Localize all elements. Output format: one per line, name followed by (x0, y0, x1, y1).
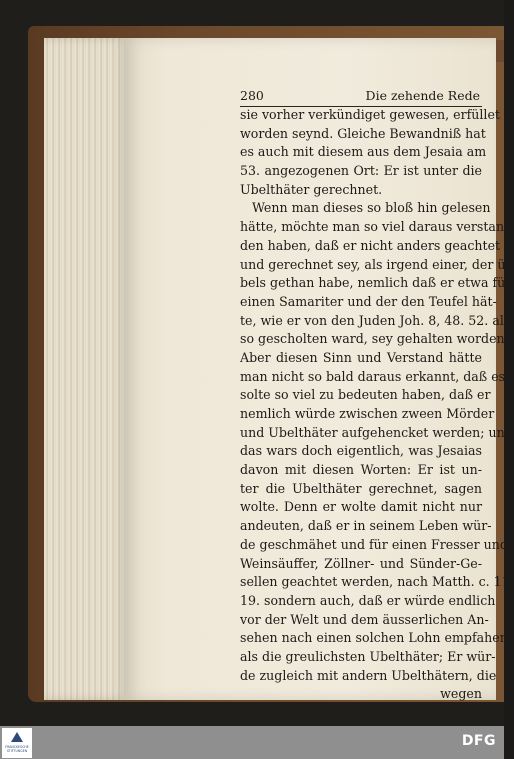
text-line: hätte, möchte man so viel daraus verstan- (240, 219, 509, 235)
text-line: einen Samariter und der den Teufel hät- (240, 293, 497, 309)
text-line: de zugleich mit andern Ubelthätern, die (240, 667, 497, 683)
catchword: wegen (440, 686, 482, 702)
text-line: Aber diesen Sinn und Verstand hätte (240, 349, 482, 365)
text-line: solte so viel zu bedeuten haben, daß er (240, 387, 491, 403)
text-line: worden seynd. Gleiche Bewandniß hat (240, 125, 486, 141)
text-line: wolte. Denn er wolte damit nicht nur (240, 499, 482, 515)
text-line: und Ubelthäter aufgehencket werden; und (240, 424, 513, 440)
text-line: bels gethan habe, nemlich daß er etwa für (240, 275, 512, 291)
running-head (240, 88, 482, 107)
dfg-logo: DFG (461, 733, 496, 749)
text-line: Wenn man dieses so bloß hin gelesen (252, 200, 491, 216)
text-line: nemlich würde zwischen zween Mörder (240, 406, 495, 421)
text-line: es auch mit diesem aus dem Jesaia am (240, 144, 487, 160)
page-edges (44, 38, 128, 700)
library-logo-icon (2, 728, 32, 758)
text-line: 53. angezogenen Ort: Er ist unter die (240, 163, 482, 179)
text-line: vor der Welt und dem äusserlichen An- (240, 611, 489, 627)
footer-strip (0, 726, 504, 759)
text-line: andeuten, daß er in seinem Leben wür- (240, 518, 492, 534)
text-line: das wars doch eigentlich, was Jesaias (240, 443, 482, 459)
text-line: man nicht so bald daraus erkannt, daß es (240, 368, 506, 384)
text-line: Ubelthäter gerechnet. (240, 181, 383, 197)
body-text (240, 106, 514, 704)
library-label: FRANCKESCHE STIFTUNGEN (5, 745, 29, 753)
running-title: Die zehende Rede (365, 88, 480, 103)
text-line: sehen nach einen solchen Lohn empfahen, (240, 630, 512, 646)
text-line: so gescholten ward, sey gehalten worden: (240, 331, 509, 347)
text-line: 19. sondern auch, daß er würde endlich (240, 592, 496, 608)
text-line: davon mit diesen Worten: Er ist un- (240, 462, 482, 478)
text-line: sellen geachtet werden, nach Matth. c. 11. (240, 574, 514, 590)
text-line: Weinsäuffer, Zöllner- und Sünder-Ge- (240, 555, 482, 571)
text-line: und gerechnet sey, als irgend einer, der ü- (240, 256, 510, 272)
text-line: te, wie er von den Juden Joh. 8, 48. 52. al- (240, 312, 509, 328)
library-emblem-icon (11, 732, 23, 742)
page-number: 280 (240, 88, 264, 103)
text-line: de geschmähet und für einen Fresser und (240, 536, 508, 552)
text-line: ter die Ubelthäter gerechnet, sagen (240, 480, 482, 496)
text-line: den haben, daß er nicht anders geachtet (240, 237, 501, 253)
text-line: als die greulichsten Ubelthäter; Er wür- (240, 648, 496, 664)
text-line: sie vorher verkündiget gewesen, erfüllet (240, 107, 500, 122)
